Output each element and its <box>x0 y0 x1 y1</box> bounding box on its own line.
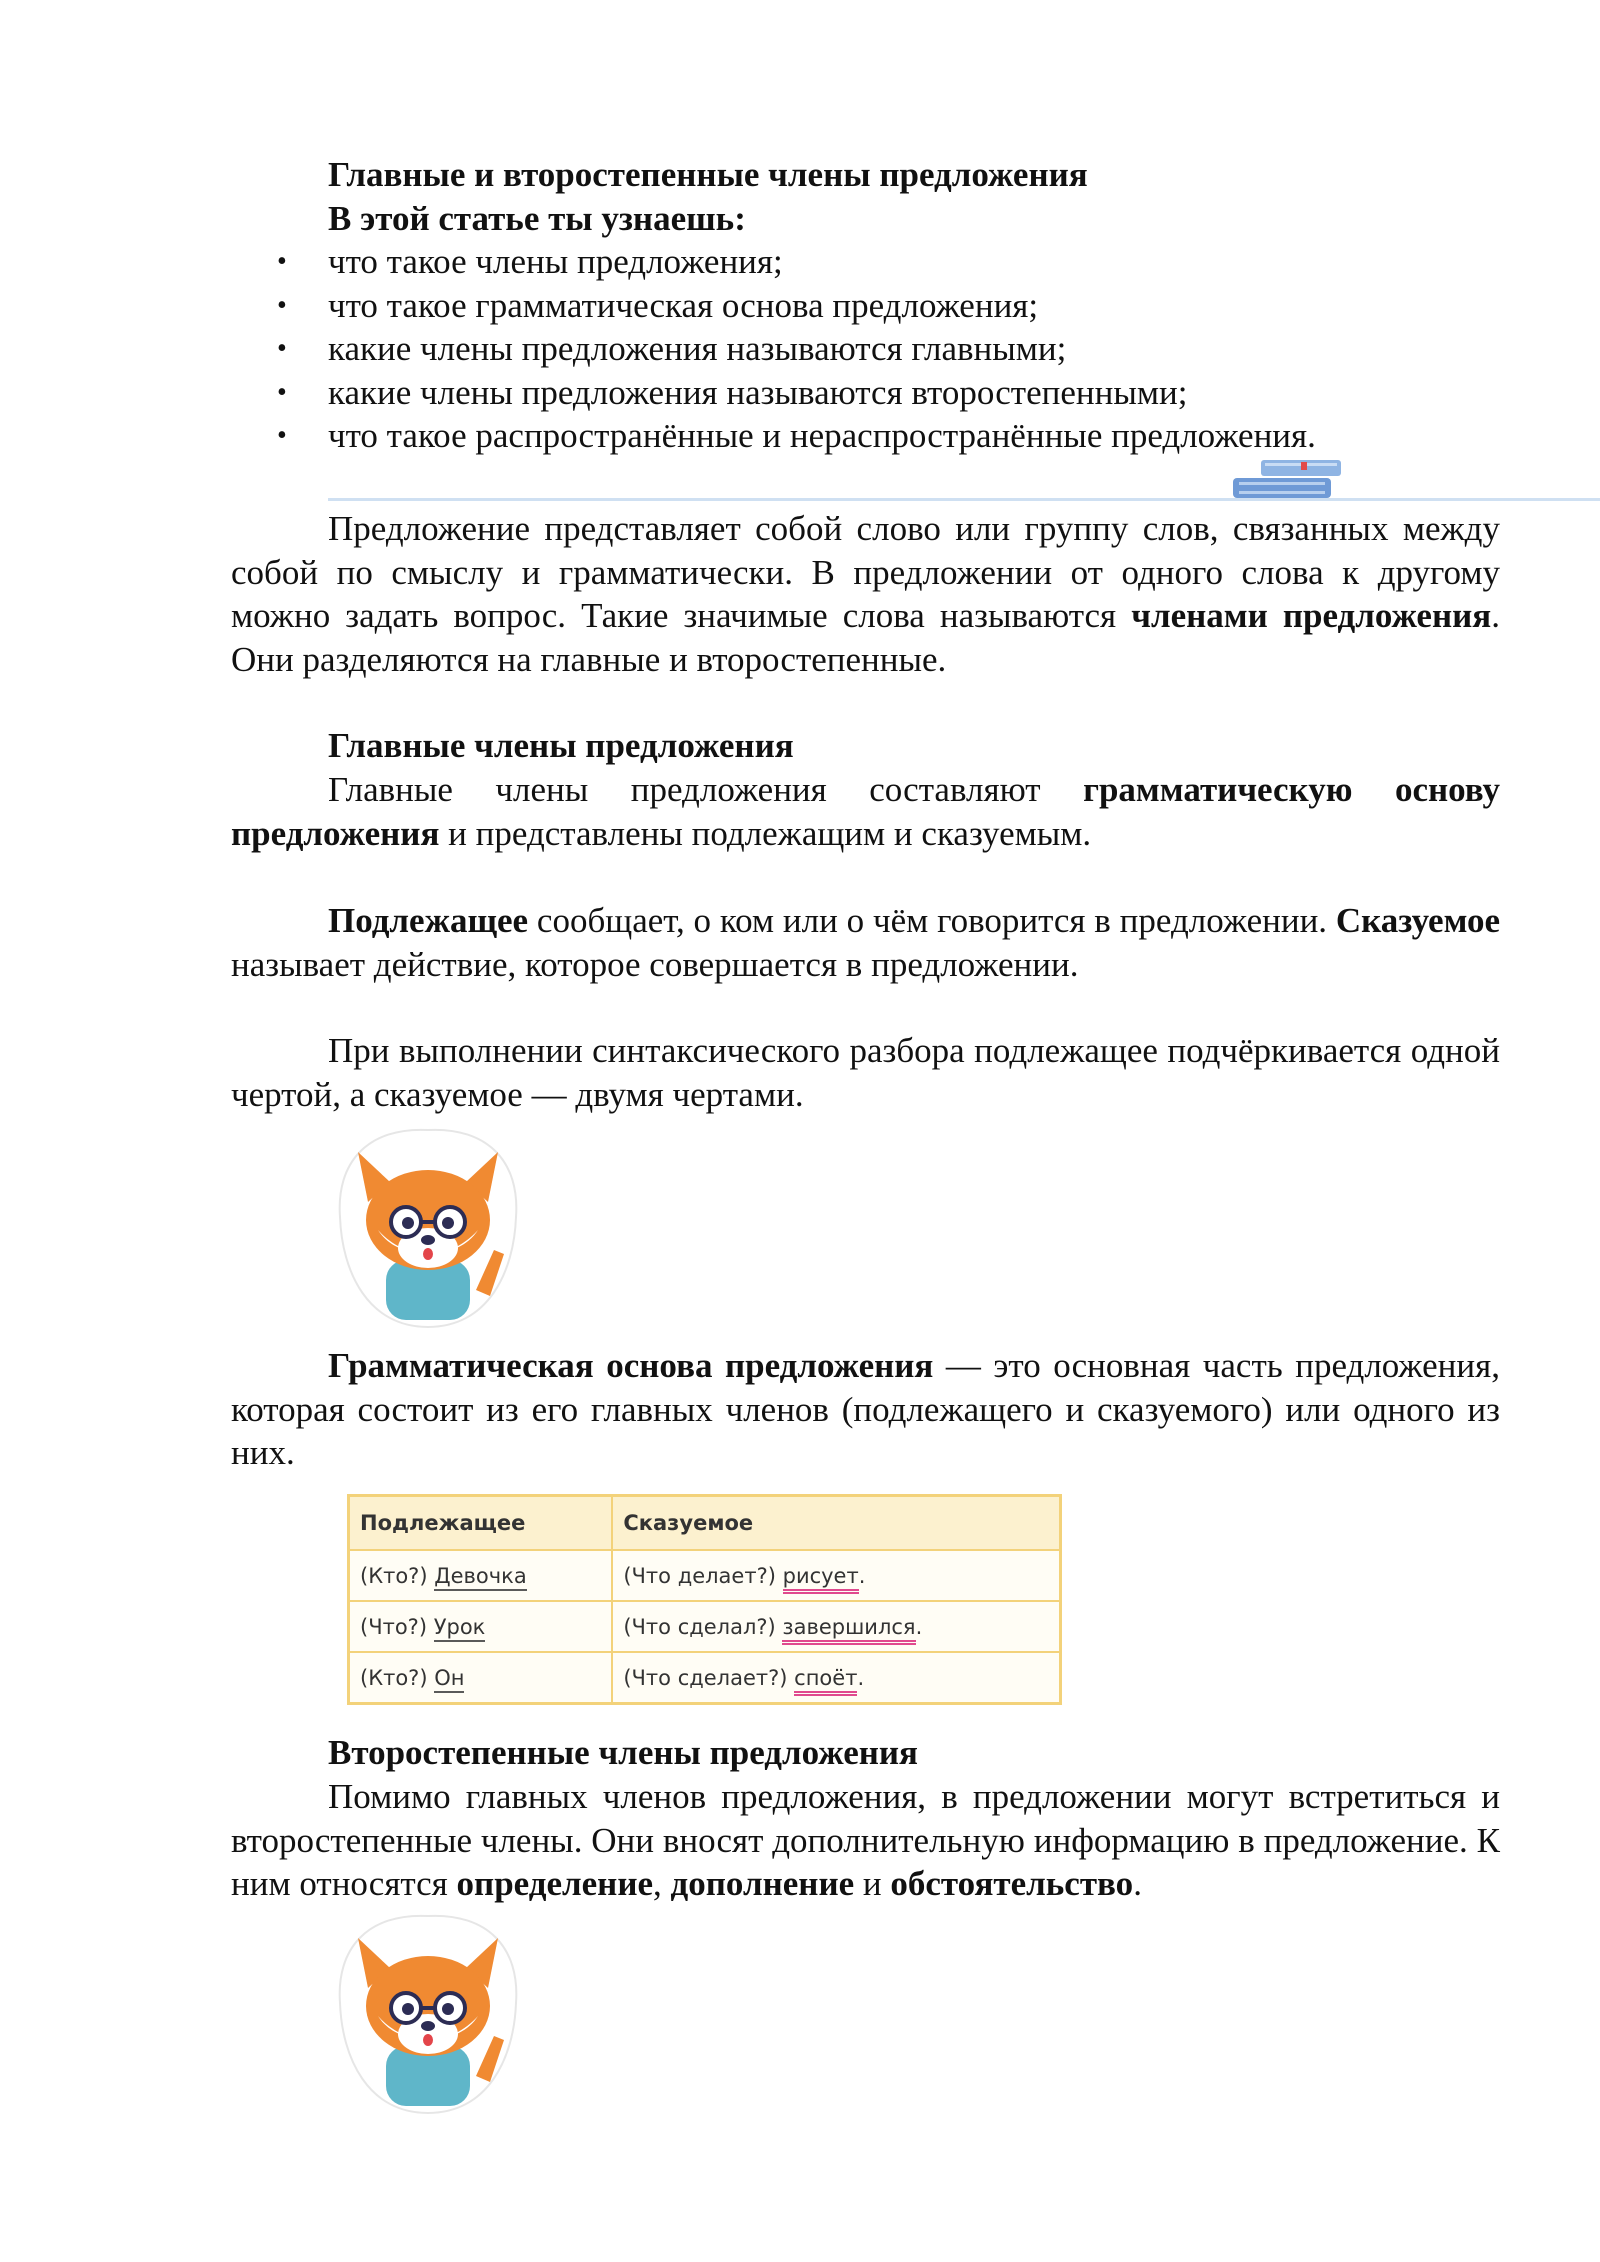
table-cell <box>612 1550 1060 1601</box>
question: (Кто?) <box>360 1563 428 1588</box>
divider-line <box>328 498 1600 501</box>
paragraph-grammatical-basis <box>231 1344 1500 1475</box>
column-header: Подлежащее <box>349 1496 613 1551</box>
predicate-word: рисует <box>783 1564 859 1594</box>
paragraph-text: сообщает, о ком или о чём говорится в предложении. <box>528 901 1336 940</box>
paragraph-text: Помимо главных членов предложения, в предложении могут встретиться и второстепенные члены. Они вносят дополнительную информацию в предложение. К ним относятся <box>231 1777 1500 1903</box>
term-members: членами предложения <box>1131 596 1492 635</box>
list-item: • что такое члены предложения; <box>231 240 1531 284</box>
books-icon <box>1233 458 1353 502</box>
heading-main-members: Главные члены предложения <box>328 726 794 765</box>
question: (Что делает?) <box>623 1563 776 1588</box>
predicate-word: споёт <box>794 1666 857 1696</box>
term-grammatical-basis: грамматическую основу предложения <box>231 770 1500 853</box>
paragraph-text: . <box>1133 1864 1142 1903</box>
table-cell <box>612 1652 1060 1704</box>
table-row <box>349 1652 1061 1704</box>
paragraph-text: , <box>653 1864 671 1903</box>
heading-secondary-members: Второстепенные члены предложения <box>328 1733 918 1772</box>
term-subject: Подлежащее <box>328 901 529 940</box>
table-cell <box>612 1601 1060 1652</box>
punctuation: . <box>857 1665 865 1690</box>
fox-mascot-icon <box>328 1908 528 2118</box>
paragraph-text: . Они разделяются на главные и второстепенные. <box>231 596 1500 679</box>
subject-word: Девочка <box>434 1564 527 1591</box>
subject-word: Урок <box>434 1615 486 1642</box>
list-item: • что такое грамматическая основа предложения; <box>231 284 1531 328</box>
table-cell <box>349 1601 613 1652</box>
punctuation: . <box>915 1614 923 1639</box>
paragraph-underlining: При выполнении синтаксического разбора подлежащее подчёркивается одной чертой, а сказуемое — двумя чертами. <box>231 1031 1500 1114</box>
examples-table <box>347 1494 1062 1705</box>
list-item: • какие члены предложения называются второстепенными; <box>231 371 1531 415</box>
paragraph-main-members <box>231 768 1500 855</box>
predicate-word: завершился <box>782 1615 915 1645</box>
table-header-row <box>349 1496 1061 1551</box>
term-object: дополнение <box>670 1864 855 1903</box>
question: (Кто?) <box>360 1665 428 1690</box>
table-cell <box>349 1652 613 1704</box>
topics-list <box>231 240 1531 458</box>
paragraph-text: Предложение представляет собой слово или группу слов, связанных между собой по смыслу и грамматически. В предложении от одного слова к другому можно задать вопрос. Такие значимые слова называются <box>231 509 1500 635</box>
table-row <box>349 1601 1061 1652</box>
list-item: • какие члены предложения называются главными; <box>231 327 1531 371</box>
paragraph-text: Главные члены предложения составляют <box>328 770 1084 809</box>
term-attribute: определение <box>456 1864 654 1903</box>
paragraph-subject-predicate <box>231 899 1500 986</box>
term-predicate: Сказуемое <box>1335 901 1500 940</box>
paragraph-text: называет действие, которое совершается в предложении. <box>231 944 1079 984</box>
paragraph-secondary-members <box>231 1775 1500 1906</box>
question: (Что сделал?) <box>623 1614 776 1639</box>
list-item: • что такое распространённые и нераспространённые предложения. <box>231 414 1531 458</box>
subject-word: Он <box>434 1666 464 1693</box>
fox-mascot-icon <box>328 1122 528 1332</box>
column-header: Сказуемое <box>612 1496 1060 1551</box>
term-grammatical-basis: Грамматическая основа предложения <box>328 1346 934 1385</box>
punctuation: . <box>858 1563 866 1588</box>
term-adverbial: обстоятельство <box>890 1864 1134 1903</box>
question: (Что?) <box>360 1614 428 1639</box>
paragraph-text: — это основная часть предложения, которая состоит из его главных членов (подлежащего и сказуемого) или одного из них. <box>231 1346 1500 1472</box>
paragraph-text: и представлены подлежащим и сказуемым. <box>439 813 1092 853</box>
intro-heading: В этой статье ты узнаешь: <box>328 199 746 238</box>
table-row <box>349 1550 1061 1601</box>
table-cell <box>349 1550 613 1601</box>
page-title: Главные и второстепенные члены предложения <box>328 155 1088 194</box>
question: (Что сделает?) <box>623 1665 788 1690</box>
paragraph-text: и <box>854 1864 891 1903</box>
paragraph-definition <box>231 507 1500 681</box>
